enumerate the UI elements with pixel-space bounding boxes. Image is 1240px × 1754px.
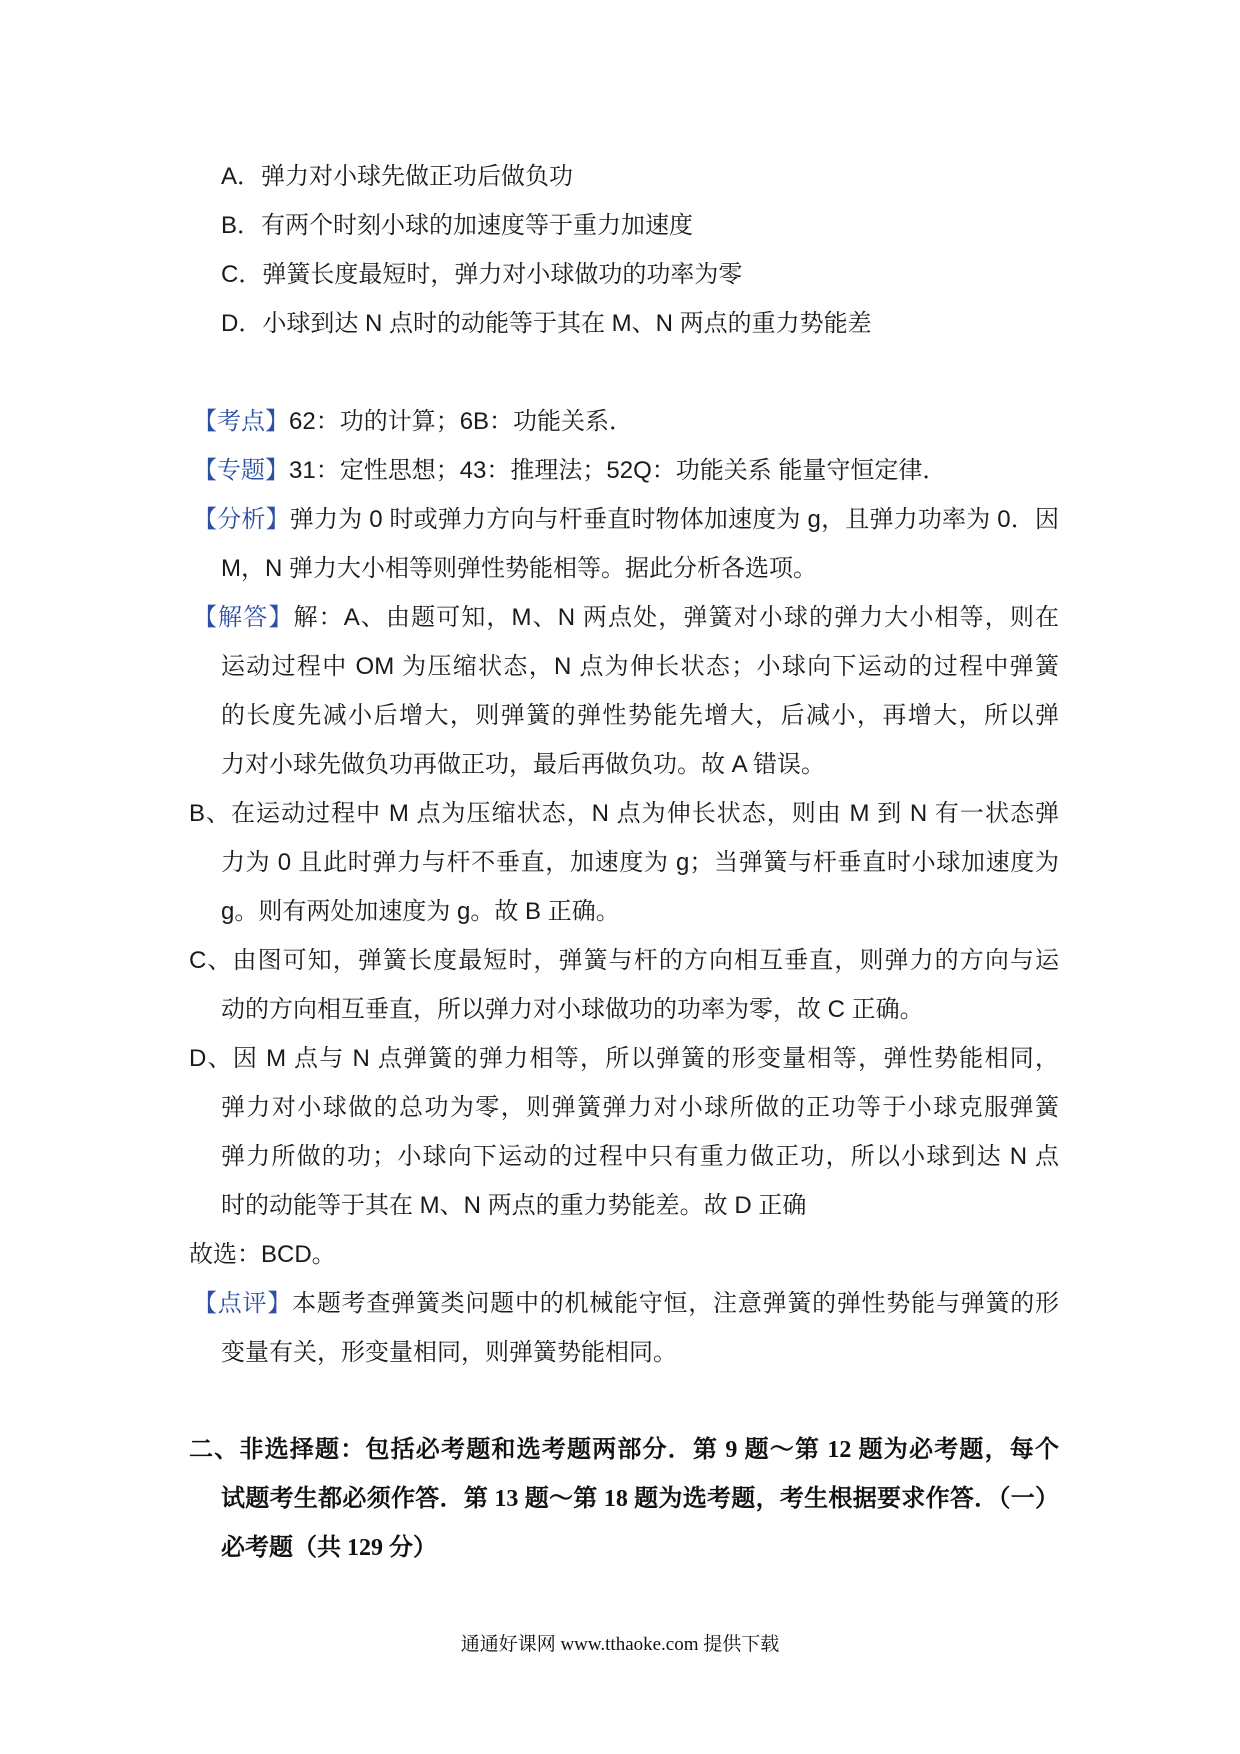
analysis-c-line-2: 动的方向相互垂直，所以弹力对小球做功的功率为零，故 C 正确。 bbox=[221, 996, 924, 1023]
analysis-d-line-1: D、因 M 点与 N 点弹簧的弹力相等，所以弹簧的形变量相等，弹性势能相同， bbox=[189, 1045, 1059, 1072]
answer-line: 故选：BCD。 bbox=[189, 1241, 336, 1268]
jieda-line-2: 运动过程中 OM 为压缩状态，N 点为伸长状态；小球向下运动的过程中弹簧 bbox=[221, 653, 1059, 680]
jieda-text-1: 解：A、由题可知，M、N 两点处，弹簧对小球的弹力大小相等，则在 bbox=[293, 604, 1059, 631]
page-footer: 通通好课网 www.tthaoke.com 提供下载 bbox=[460, 1634, 780, 1655]
option-c: C．弹簧长度最短时，弹力对小球做功的功率为零 bbox=[221, 261, 743, 288]
dianping-line-1 bbox=[193, 1279, 1059, 1328]
option-a: A．弹力对小球先做正功后做负功 bbox=[221, 163, 574, 190]
jieda-line-1 bbox=[193, 593, 1059, 642]
zhuanti-text: 31：定性思想；43：推理法；52Q：功能关系 能量守恒定律． bbox=[289, 457, 947, 484]
dianping-line-2: 变量有关，形变量相同，则弹簧势能相同。 bbox=[221, 1339, 677, 1366]
fenxi-line-2: M，N 弹力大小相等则弹性势能相等。据此分析各选项。 bbox=[221, 555, 817, 582]
option-b: B．有两个时刻小球的加速度等于重力加速度 bbox=[221, 212, 694, 239]
analysis-b-line-1: B、在运动过程中 M 点为压缩状态，N 点为伸长状态，则由 M 到 N 有一状态弹 bbox=[189, 800, 1059, 827]
section-heading-line-2: 试题考生都必须作答．第 13 题～第 18 题为选考题，考生根据要求作答．（一） bbox=[221, 1486, 1059, 1512]
spacer bbox=[0, 1377, 1240, 1426]
zhuanti-line bbox=[193, 446, 1059, 495]
jieda-label: 【解答】 bbox=[193, 604, 294, 631]
analysis-c-line-1: C、由图可知，弹簧长度最短时，弹簧与杆的方向相互垂直，则弹力的方向与运 bbox=[189, 947, 1059, 974]
analysis-b-line-3: g。则有两处加速度为 g。故 B 正确。 bbox=[221, 898, 620, 925]
zhuanti-label: 【专题】 bbox=[193, 457, 289, 484]
fenxi-line-1 bbox=[193, 495, 1059, 544]
jieda-line-3: 的长度先减小后增大，则弹簧的弹性势能先增大，后减小，再增大，所以弹 bbox=[221, 702, 1059, 729]
kaodian-text: 62：功的计算；6B：功能关系． bbox=[289, 408, 634, 435]
analysis-d-line-3: 弹力所做的功；小球向下运动的过程中只有重力做正功，所以小球到达 N 点 bbox=[221, 1143, 1059, 1170]
dianping-text-1: 本题考查弹簧类问题中的机械能守恒，注意弹簧的弹性势能与弹簧的形 bbox=[292, 1290, 1059, 1317]
spacer bbox=[0, 348, 1240, 397]
jieda-line-4: 力对小球先做负功再做正功，最后再做负功。故 A 错误。 bbox=[221, 751, 826, 778]
dianping-label: 【点评】 bbox=[193, 1290, 293, 1317]
section-heading-line-1: 二、非选择题：包括必考题和选考题两部分．第 9 题～第 12 题为必考题，每个 bbox=[189, 1437, 1059, 1463]
kaodian-line bbox=[193, 397, 1059, 446]
section-heading-line-3: 必考题（共 129 分） bbox=[221, 1535, 437, 1561]
page-content bbox=[0, 152, 1240, 1573]
analysis-d-line-4: 时的动能等于其在 M、N 两点的重力势能差。故 D 正确 bbox=[221, 1192, 807, 1219]
analysis-b-line-2: 力为 0 且此时弹力与杆不垂直，加速度为 g；当弹簧与杆垂直时小球加速度为 bbox=[221, 849, 1059, 876]
analysis-d-line-2: 弹力对小球做的总功为零，则弹簧弹力对小球所做的正功等于小球克服弹簧 bbox=[221, 1094, 1059, 1121]
fenxi-text-1: 弹力为 0 时或弹力方向与杆垂直时物体加速度为 g，且弹力功率为 0．因 bbox=[289, 506, 1059, 533]
kaodian-label: 【考点】 bbox=[193, 408, 289, 435]
option-d: D．小球到达 N 点时的动能等于其在 M、N 两点的重力势能差 bbox=[221, 310, 872, 337]
fenxi-label: 【分析】 bbox=[193, 506, 290, 533]
